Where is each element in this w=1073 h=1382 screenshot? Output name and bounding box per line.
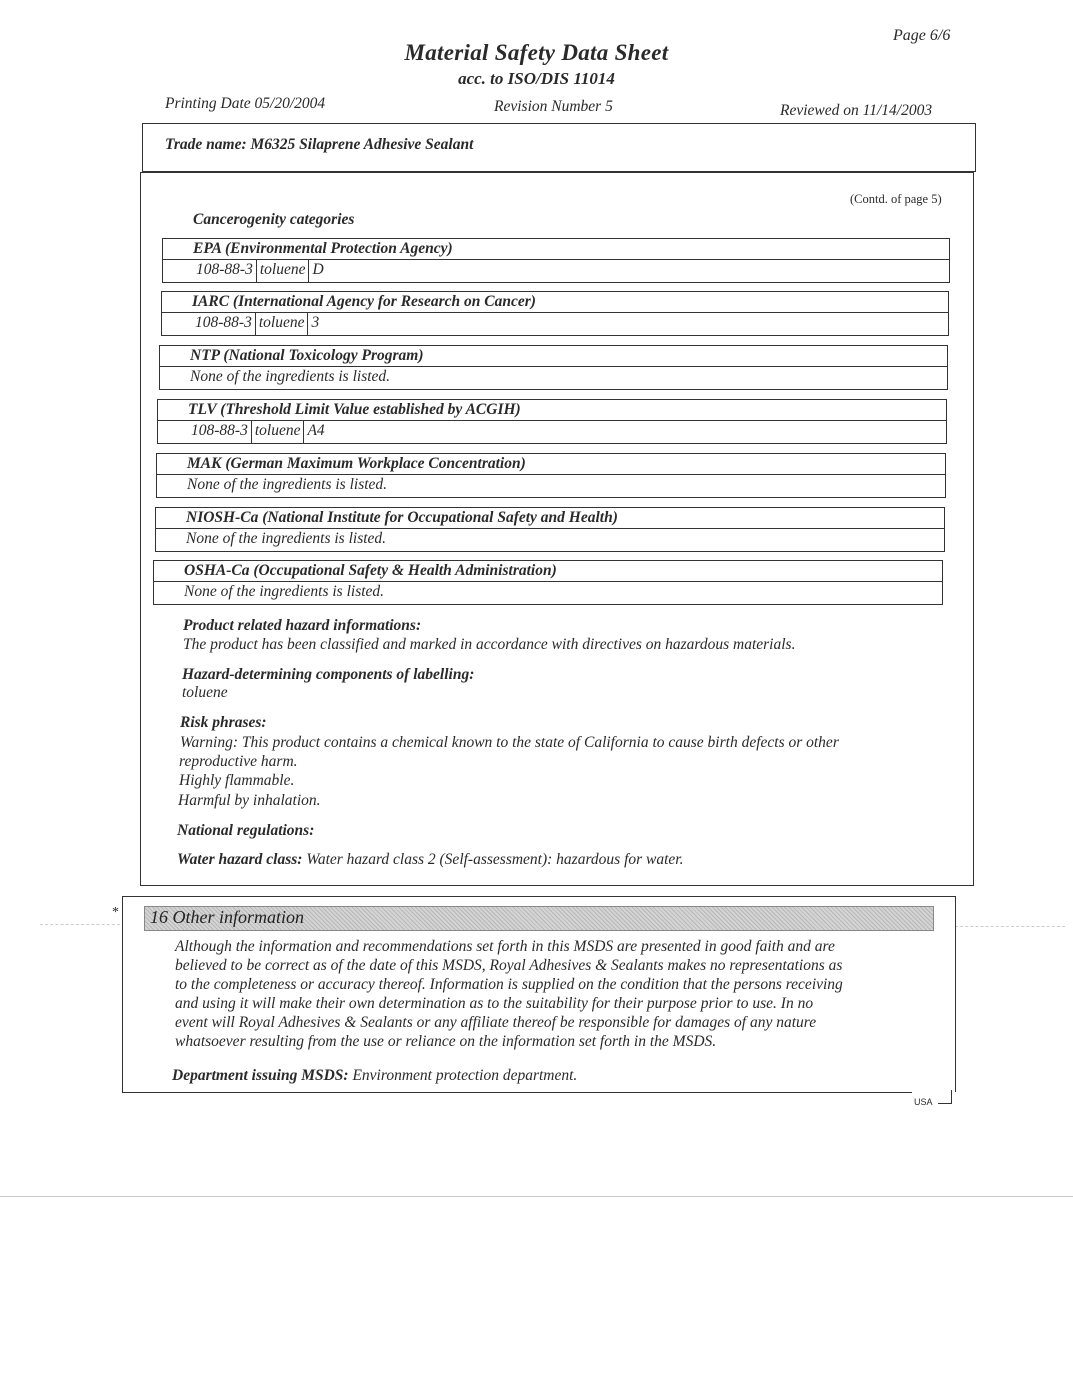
disclaimer-paragraph (175, 937, 955, 1051)
section-16-title: 16 Other information (150, 907, 305, 927)
product-hazard-label: Product related hazard informations: (183, 617, 422, 634)
cas-number: 108-88-3 (191, 422, 248, 439)
trade-name-text: Trade name: M6325 Silaprene Adhesive Sealant (165, 136, 474, 153)
department-issuing (172, 1067, 577, 1085)
disclaimer-line: event will Royal Adhesives & Sealants or any affiliate thereof be responsible for damages of any nature (175, 1014, 817, 1031)
section-bottom-rule (938, 1103, 952, 1104)
hazard-components-label: Hazard-determining components of labelling: (182, 666, 475, 683)
document-title: Material Safety Data Sheet (404, 40, 669, 65)
reviewed-date: Reviewed on 11/14/2003 (780, 102, 933, 119)
scan-edge-line (0, 1196, 1073, 1197)
country-tag: USA (914, 1097, 933, 1107)
document-subtitle: acc. to ISO/DIS 11014 (458, 69, 615, 88)
scan-line (955, 926, 1065, 927)
cas-number: 108-88-3 (195, 314, 252, 331)
risk-phrases-label: Risk phrases: (180, 714, 267, 731)
ingredient-name: toluene (255, 312, 308, 335)
water-hazard-label: Water hazard class: (177, 851, 303, 868)
mak-row (156, 474, 946, 498)
product-hazard-text: The product has been classified and marked in accordance with directives on hazardous materials. (183, 636, 796, 653)
risk-phrase-line: reproductive harm. (179, 753, 298, 770)
disclaimer-line: whatsoever resulting from the use or reliance on the information set forth in the MSDS. (175, 1033, 717, 1050)
disclaimer-line: believed to be correct as of the date of this MSDS, Royal Adhesives & Sealants makes no representations as (175, 957, 843, 974)
ingredient-name: toluene (251, 420, 304, 443)
revision-number: Revision Number 5 (494, 98, 613, 115)
revision-marker: * (112, 905, 119, 920)
water-hazard-text: Water hazard class 2 (Self-assessment): hazardous for water. (306, 851, 684, 868)
none-listed: None of the ingredients is listed. (187, 476, 388, 493)
category-code: A4 (303, 420, 327, 443)
national-regulations-label: National regulations: (177, 822, 315, 839)
risk-phrase-line: Highly flammable. (179, 772, 295, 789)
tlv-row (157, 420, 947, 444)
mak-heading: MAK (German Maximum Workplace Concentration) (156, 453, 946, 475)
iarc-heading: IARC (International Agency for Research on Cancer) (161, 291, 949, 313)
hazard-components-text: toluene (182, 684, 228, 701)
none-listed: None of the ingredients is listed. (184, 583, 385, 600)
none-listed: None of the ingredients is listed. (190, 368, 391, 385)
page-number: Page 6/6 (893, 27, 951, 44)
tlv-heading: TLV (Threshold Limit Value established by ACGIH) (157, 399, 947, 421)
ntp-heading: NTP (National Toxicology Program) (159, 345, 948, 367)
epa-row (162, 259, 950, 283)
disclaimer-line: and using it will make their own determination as to the suitability for their purpose prior to use. In no (175, 995, 814, 1012)
scan-line (40, 924, 120, 925)
section-bottom-rule (122, 1092, 912, 1093)
risk-phrase-line: Warning: This product contains a chemical known to the state of California to cause birth defects or other (180, 734, 839, 751)
cancerogenity-heading: Cancerogenity categories (193, 211, 355, 228)
trade-name-box (142, 123, 976, 172)
category-code: 3 (307, 312, 322, 335)
ntp-row (159, 366, 948, 390)
category-code: D (308, 259, 326, 282)
iarc-row (161, 312, 949, 336)
trade-name (165, 136, 473, 154)
osha-row (153, 581, 943, 605)
niosh-row (155, 528, 945, 552)
section-bottom-rule (951, 1090, 952, 1103)
cas-number: 108-88-3 (196, 261, 253, 278)
section-16-header (144, 906, 934, 931)
department-text: Environment protection department. (352, 1067, 578, 1084)
continued-note: (Contd. of page 5) (850, 192, 942, 206)
osha-heading: OSHA-Ca (Occupational Safety & Health Administration) (153, 560, 943, 582)
none-listed: None of the ingredients is listed. (186, 530, 387, 547)
printing-date: Printing Date 05/20/2004 (165, 95, 326, 112)
ingredient-name: toluene (256, 259, 309, 282)
risk-phrase-line: Harmful by inhalation. (178, 792, 321, 809)
epa-heading: EPA (Environmental Protection Agency) (162, 238, 950, 260)
disclaimer-line: Although the information and recommendations set forth in this MSDS are presented in good faith and are (175, 938, 835, 955)
water-hazard (177, 851, 684, 869)
niosh-heading: NIOSH-Ca (National Institute for Occupational Safety and Health) (155, 507, 945, 529)
disclaimer-line: to the completeness or accuracy thereof. Information is supplied on the condition that the persons receiving (175, 976, 843, 993)
department-label: Department issuing MSDS: (172, 1067, 349, 1084)
